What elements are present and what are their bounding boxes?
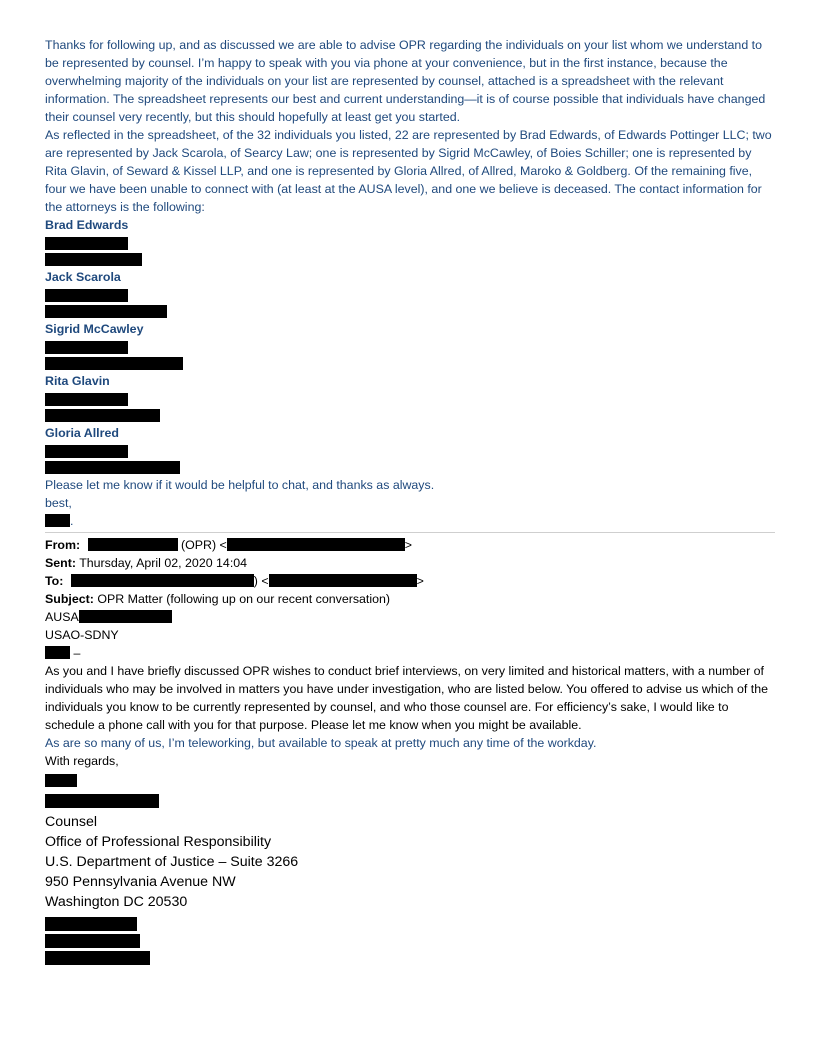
subject-value: OPR Matter (following up on our recent conversation) [97,592,391,606]
redaction-block [45,409,160,422]
redaction-block [45,341,128,354]
attorney-name: Rita Glavin [45,374,110,388]
recipient-prefix: AUSA [45,610,79,624]
message-separator [45,532,775,533]
original-message-header [45,536,775,608]
signature-office: Office of Professional Responsibility [45,834,272,850]
sent-line [45,554,775,572]
attorney-entry [45,216,775,266]
to-end: > [416,574,424,588]
sent-value: Thursday, April 02, 2020 14:04 [79,556,248,570]
redaction-block [79,610,172,623]
from-end: > [404,538,413,552]
redaction-block [45,305,167,318]
signature-department: U.S. Department of Justice – Suite 3266 [45,854,299,870]
redaction-block [71,574,254,587]
reply-sender-line [45,512,775,530]
attorney-name: Sigrid McCawley [45,322,144,336]
redaction-block [45,646,70,659]
signature-title: Counsel [45,814,98,830]
redaction-block [45,934,140,948]
subject-line [45,590,775,608]
to-line [45,572,775,590]
redaction-block [227,538,405,551]
attorney-name: Jack Scarola [45,270,121,284]
original-message-body [45,608,775,808]
attorney-entry [45,372,775,422]
sent-label: Sent: [45,556,76,570]
redaction-block [45,237,128,250]
reply-closing: Please let me know if it would be helpful to chat, and thanks as always. [45,478,435,492]
attorney-name: Brad Edwards [45,218,129,232]
attorney-entry [45,268,775,318]
redaction-block [88,538,178,551]
reply-paragraph-1: Thanks for following up, and as discussed we are able to advise OPR regarding the individuals on your list whom we understand to be represented by counsel. I’m happy to speak with you via phone at your convenience, but in the first instance, because the overwhelming majority of the individuals on your list are represented by counsel, attached is a spreadsheet with the relevant information. The spreadsheet represents our best and current understanding—it is of course possible that individuals have changed their counsel very recently, but this should hopefully at least get you started. [45,38,766,124]
redaction-block [45,461,180,474]
redaction-block [45,951,150,965]
reply-signoff: best, [45,496,72,510]
redaction-block [45,253,142,266]
signature-block [45,812,775,965]
to-label: To: [45,574,64,588]
telework-note: As are so many of us, I’m teleworking, but available to speak at pretty much any time of the workday. [45,736,597,750]
redaction-block [269,574,417,587]
attorney-entry [45,424,775,474]
redaction-block [45,393,128,406]
subject-label: Subject: [45,592,94,606]
from-line [45,536,775,554]
redaction-block [45,289,128,302]
redaction-block [45,794,159,808]
salutation-dash: – [70,646,81,660]
from-label: From: [45,538,81,552]
reply-paragraph-2: As reflected in the spreadsheet, of the 32 individuals you listed, 22 are represented by Brad Edwards, of Edwards Pottinger LLC; two are represented by Jack Scarola, of Searcy Law; one is represented by Sigrid McCawley, of Boies Schiller; one is represented by Rita Glavin, of Seward & Kissel LLP, and one is represented by Gloria Allred, of Allred, Maroko & Goldberg. Of the remaining five, four we have been unable to connect with (at least at the AUSA level), and one we believe is deceased. The contact information for the attorneys is the following: [45,128,772,214]
signature-city: Washington DC 20530 [45,894,188,910]
recipient-title-line [45,608,775,626]
redaction-block [45,774,77,787]
regards-line: With regards, [45,754,119,768]
redaction-block [45,917,137,931]
from-mid: (OPR) < [181,538,227,552]
signature-street: 950 Pennsylvania Avenue NW [45,874,236,890]
attorney-entry [45,320,775,370]
attorney-list [45,216,775,474]
attorney-name: Gloria Allred [45,426,119,440]
redaction-block [45,357,183,370]
signoff-suffix: . [70,514,74,528]
email-document [45,36,775,967]
redaction-block [45,445,128,458]
recipient-office: USAO-SDNY [45,628,119,642]
redaction-block [45,514,70,527]
salutation-line [45,644,775,662]
original-body-paragraph: As you and I have briefly discussed OPR wishes to conduct brief interviews, on very limited and historical matters, with a number of individuals who may be involved in matters you have under investigation, who are listed below. You offered to advise us which of the individuals you know to be currently represented by counsel, and who those counsel are. For efficiency’s sake, I would like to schedule a phone call with you for that purpose. Please let me know when you might be available. [45,664,768,732]
to-mid: ) < [253,574,269,588]
